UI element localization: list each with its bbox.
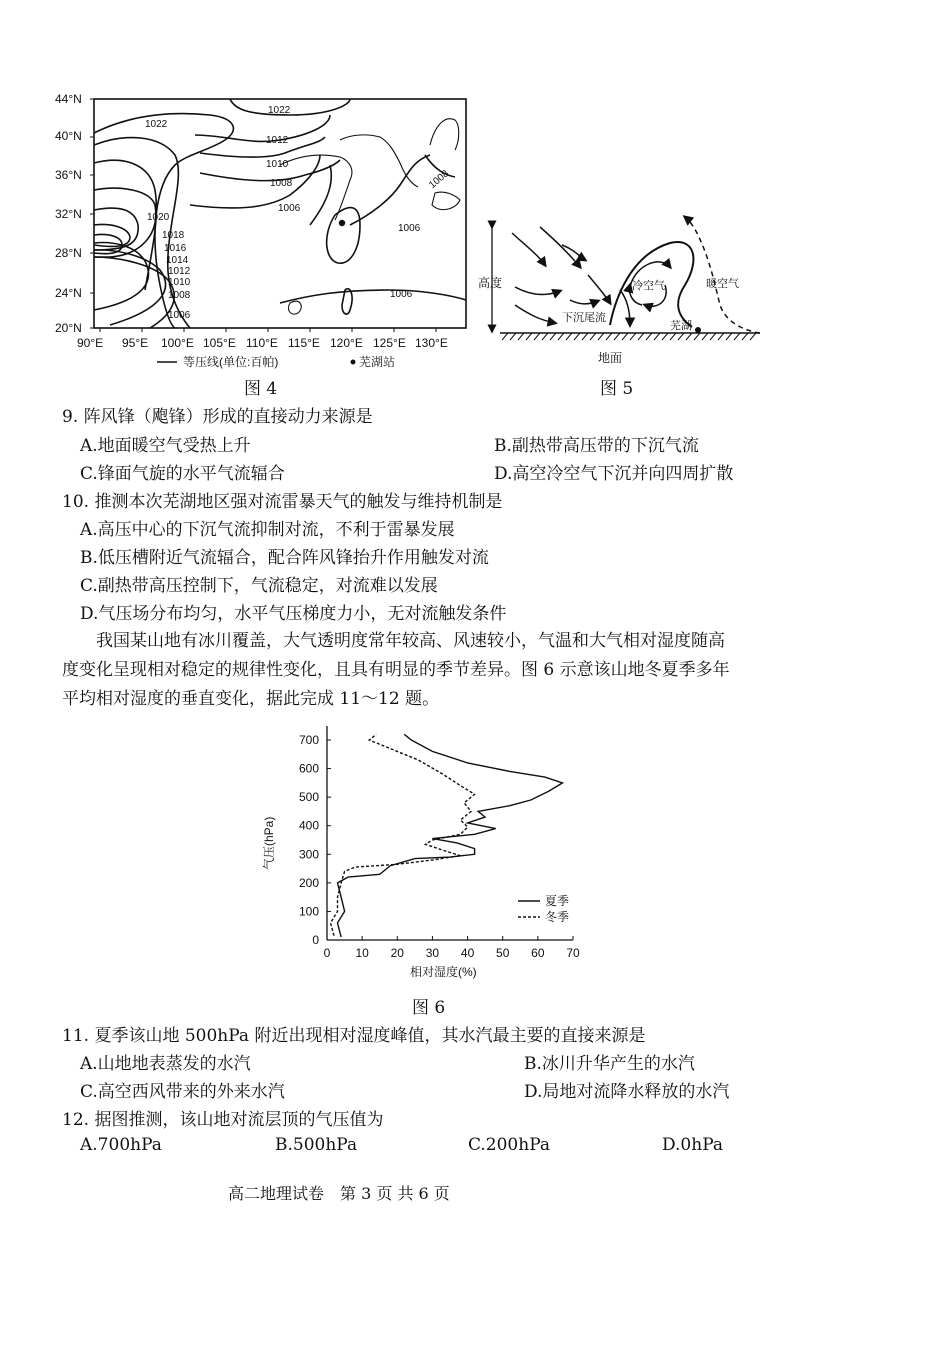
q9-option-d[interactable]: D.高空冷空气下沉并向四周扩散 (494, 464, 734, 484)
ground-label: 地面 (598, 351, 623, 365)
q12-stem: 12. 据图推测，该山地对流层顶的气压值为 (62, 1110, 384, 1130)
isobar-label: 1014 (166, 255, 189, 266)
q9-option-c[interactable]: C.锋面气旋的水平气流辐合 (80, 464, 285, 484)
legend-station-label: 芜湖站 (359, 355, 396, 369)
isobar-label: 1006 (168, 310, 191, 321)
y-axis-title: 气压(hPa) (262, 816, 276, 870)
q10-stem: 10. 推测本次芜湖地区强对流雷暴天气的触发与维持机制是 (62, 492, 503, 512)
x-tick-label: 30 (425, 946, 440, 960)
legend-isobar-label: 等压线(单位:百帕) (183, 355, 279, 369)
isobar-label: 1008 (270, 178, 293, 189)
isobar-label: 1006 (278, 203, 301, 214)
isobar-label: 1006 (398, 223, 421, 234)
wuhu-station-dot (695, 327, 701, 333)
isobar-label: 1008 (168, 290, 191, 301)
legend-summer-label: 夏季 (545, 894, 570, 908)
x-tick-label: 60 (531, 946, 545, 960)
fig4-isobar-map (50, 85, 480, 370)
page-footer: 高二地理试卷 第 3 页 共 6 页 (228, 1184, 450, 1203)
warm-air-label: 暖空气 (706, 278, 739, 290)
q11-option-a[interactable]: A.山地地表蒸发的水汽 (80, 1054, 251, 1074)
x-tick-label: 10 (355, 946, 369, 960)
lat-label: 40°N (55, 129, 82, 143)
x-axis-title: 相对湿度(%) (410, 965, 477, 979)
passage-line-3: 平均相对湿度的垂直变化，据此完成 11～12 题。 (62, 689, 440, 709)
q12-option-c[interactable]: C.200hPa (468, 1135, 551, 1155)
q12-option-d[interactable]: D.0hPa (662, 1135, 724, 1155)
downdraft-label: 下沉尾流 (562, 312, 606, 324)
lon-label: 130°E (415, 336, 448, 350)
isobar-label: 1018 (162, 230, 185, 241)
legend-station-dot (351, 360, 356, 365)
q11-option-d[interactable]: D.局地对流降水释放的水汽 (524, 1082, 730, 1102)
passage-line-1: 我国某山地有冰川覆盖，大气透明度常年较高、风速较小，气温和大气相对湿度随高 (96, 631, 725, 651)
passage-line-2: 度变化呈现相对稳定的规律性变化，且具有明显的季节差异。图 6 示意该山地冬夏季多年 (62, 660, 730, 680)
legend-winter-label: 冬季 (545, 910, 570, 924)
q10-option-a[interactable]: A.高压中心的下沉气流抑制对流，不利于雷暴发展 (80, 520, 455, 540)
isobar-label: 1006 (390, 289, 413, 300)
wuhu-label: 芜湖 (670, 320, 692, 332)
q10-option-d[interactable]: D.气压场分布均匀，水平气压梯度力小，无对流触发条件 (80, 604, 507, 624)
lat-label: 44°N (55, 92, 82, 106)
isobar-label: 1020 (147, 212, 170, 223)
q9-stem: 9. 阵风锋（飑锋）形成的直接动力来源是 (62, 407, 373, 427)
isobar-label: 1022 (145, 119, 168, 130)
series-line-summer (338, 734, 563, 937)
y-tick-label: 200 (298, 875, 319, 890)
y-tick-label: 400 (298, 818, 319, 833)
q10-option-b[interactable]: B.低压槽附近气流辐合，配合阵风锋抬升作用触发对流 (80, 548, 489, 568)
fig5-gust-front-diagram (470, 205, 770, 375)
y-tick-label: 300 (298, 847, 319, 862)
fig6-caption: 图 6 (412, 998, 446, 1018)
height-axis-label: 高度 (478, 276, 503, 290)
q9-option-a[interactable]: A.地面暖空气受热上升 (80, 436, 251, 456)
lon-label: 110°E (246, 336, 278, 350)
isobar-label: 1012 (266, 135, 289, 146)
lat-label: 28°N (55, 246, 82, 260)
q11-option-b[interactable]: B.冰川升华产生的水汽 (524, 1054, 695, 1074)
lon-label: 120°E (330, 336, 363, 350)
y-tick-label: 0 (312, 933, 319, 947)
x-tick-label: 50 (496, 946, 510, 960)
q11-stem: 11. 夏季该山地 500hPa 附近出现相对湿度峰值，其水汽最主要的直接来源是 (62, 1026, 646, 1046)
lat-label: 20°N (55, 321, 82, 335)
y-tick-label: 500 (298, 790, 319, 805)
x-tick-label: 20 (390, 946, 404, 960)
lon-label: 95°E (122, 336, 149, 350)
fig5-caption: 图 5 (600, 379, 634, 399)
lon-label: 105°E (203, 336, 236, 350)
wuhu-station-dot (339, 220, 345, 226)
isobar-label: 1010 (266, 159, 289, 170)
q11-option-c[interactable]: C.高空西风带来的外来水汽 (80, 1082, 285, 1102)
lon-label: 125°E (373, 336, 406, 350)
lat-label: 32°N (55, 207, 82, 221)
fig4-caption: 图 4 (244, 379, 278, 399)
legend (518, 893, 569, 924)
q12-option-b[interactable]: B.500hPa (275, 1135, 358, 1155)
isobar-label: 1016 (164, 243, 187, 254)
lon-label: 90°E (77, 336, 104, 350)
x-tick-label: 0 (323, 946, 331, 960)
x-tick-label: 40 (460, 946, 475, 960)
lon-label: 100°E (161, 336, 194, 350)
lon-label: 115°E (288, 336, 320, 350)
y-tick-label: 700 (298, 733, 319, 747)
q12-option-a[interactable]: A.700hPa (80, 1135, 162, 1155)
lat-label: 36°N (55, 168, 82, 182)
x-tick-label: 70 (566, 946, 580, 960)
q10-option-c[interactable]: C.副热带高压控制下，气流稳定，对流难以发展 (80, 576, 438, 596)
isobar-label: 1010 (168, 277, 191, 288)
series-line-winter (331, 734, 475, 935)
lat-label: 24°N (55, 286, 82, 300)
fig6-humidity-chart (255, 710, 595, 985)
isobar-label: 1012 (168, 266, 191, 277)
y-tick-label: 100 (298, 904, 319, 919)
isobar-label: 1008 (427, 168, 452, 192)
isobar-label: 1022 (268, 105, 291, 116)
y-tick-label: 600 (298, 761, 319, 776)
cold-air-label: 冷空气 (632, 280, 665, 292)
q9-option-b[interactable]: B.副热带高压带的下沉气流 (494, 436, 699, 456)
passage (62, 627, 822, 714)
warm-air-flow (685, 217, 760, 333)
